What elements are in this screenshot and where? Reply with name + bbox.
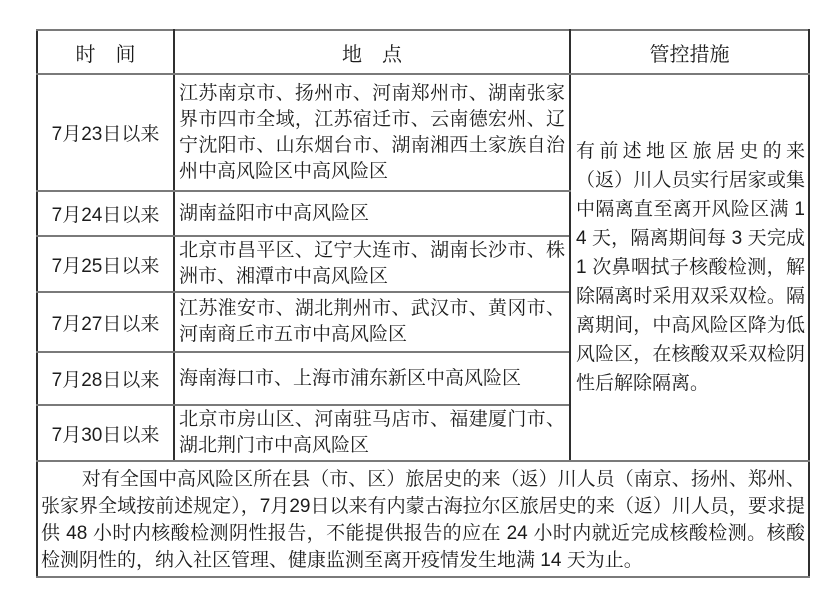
footer-note: 对有全国中高风险区所在县（市、区）旅居史的来（返）川人员（南京、扬州、郑州、张家界全域按前述规定），7月29日以来有内蒙古海拉尔区旅居史的来（返）川人员，要求提供 48 小时内核酸检测阴性报告，不能提供报告的应在 24 小时内就近完成核酸检测。核酸检测阴性的，纳入社区管理、健康监测至离开疫情发生地满 14 天为止。 <box>37 461 809 577</box>
location-cell-jul30: 北京市房山区、河南驻马店市、福建厦门市、湖北荆门市中高风险区 <box>174 405 570 461</box>
table-header-row <box>37 30 809 74</box>
location-cell-jul28: 海南海口市、上海市浦东新区中高风险区 <box>174 352 570 405</box>
measures-cell: 有前述地区旅居史的来（返）川人员实行居家或集中隔离直至离开风险区满 14 天，隔离期间每 3 天完成 1 次鼻咽拭子核酸检测，解除隔离时采用双采双检。隔离期间，中高风险区降为低风险区，在核酸双采双检阴性后解除隔离。 <box>570 74 809 461</box>
table-row-jul23 <box>37 74 809 191</box>
time-cell-jul28: 7月28日以来 <box>37 352 174 405</box>
location-cell-jul27: 江苏淮安市、湖北荆州市、武汉市、黄冈市、河南商丘市五市中高风险区 <box>174 292 570 352</box>
header-time: 时 间 <box>37 30 174 74</box>
header-measures: 管控措施 <box>570 30 809 74</box>
location-cell-jul24: 湖南益阳市中高风险区 <box>174 191 570 236</box>
time-cell-jul27: 7月27日以来 <box>37 292 174 352</box>
location-cell-jul23: 江苏南京市、扬州市、河南郑州市、湖南张家界市四市全域，江苏宿迁市、云南德宏州、辽宁沈阳市、山东烟台市、湖南湘西土家族自治州中高风险区中高风险区 <box>174 74 570 191</box>
time-cell-jul30: 7月30日以来 <box>37 405 174 461</box>
time-cell-jul24: 7月24日以来 <box>37 191 174 236</box>
time-cell-jul25: 7月25日以来 <box>37 236 174 292</box>
table-footer-row <box>37 461 809 577</box>
header-location: 地 点 <box>174 30 570 74</box>
location-cell-jul25: 北京市昌平区、辽宁大连市、湖南长沙市、株洲市、湘潭市中高风险区 <box>174 236 570 292</box>
time-cell-jul23: 7月23日以来 <box>37 74 174 191</box>
risk-control-table <box>36 29 810 578</box>
